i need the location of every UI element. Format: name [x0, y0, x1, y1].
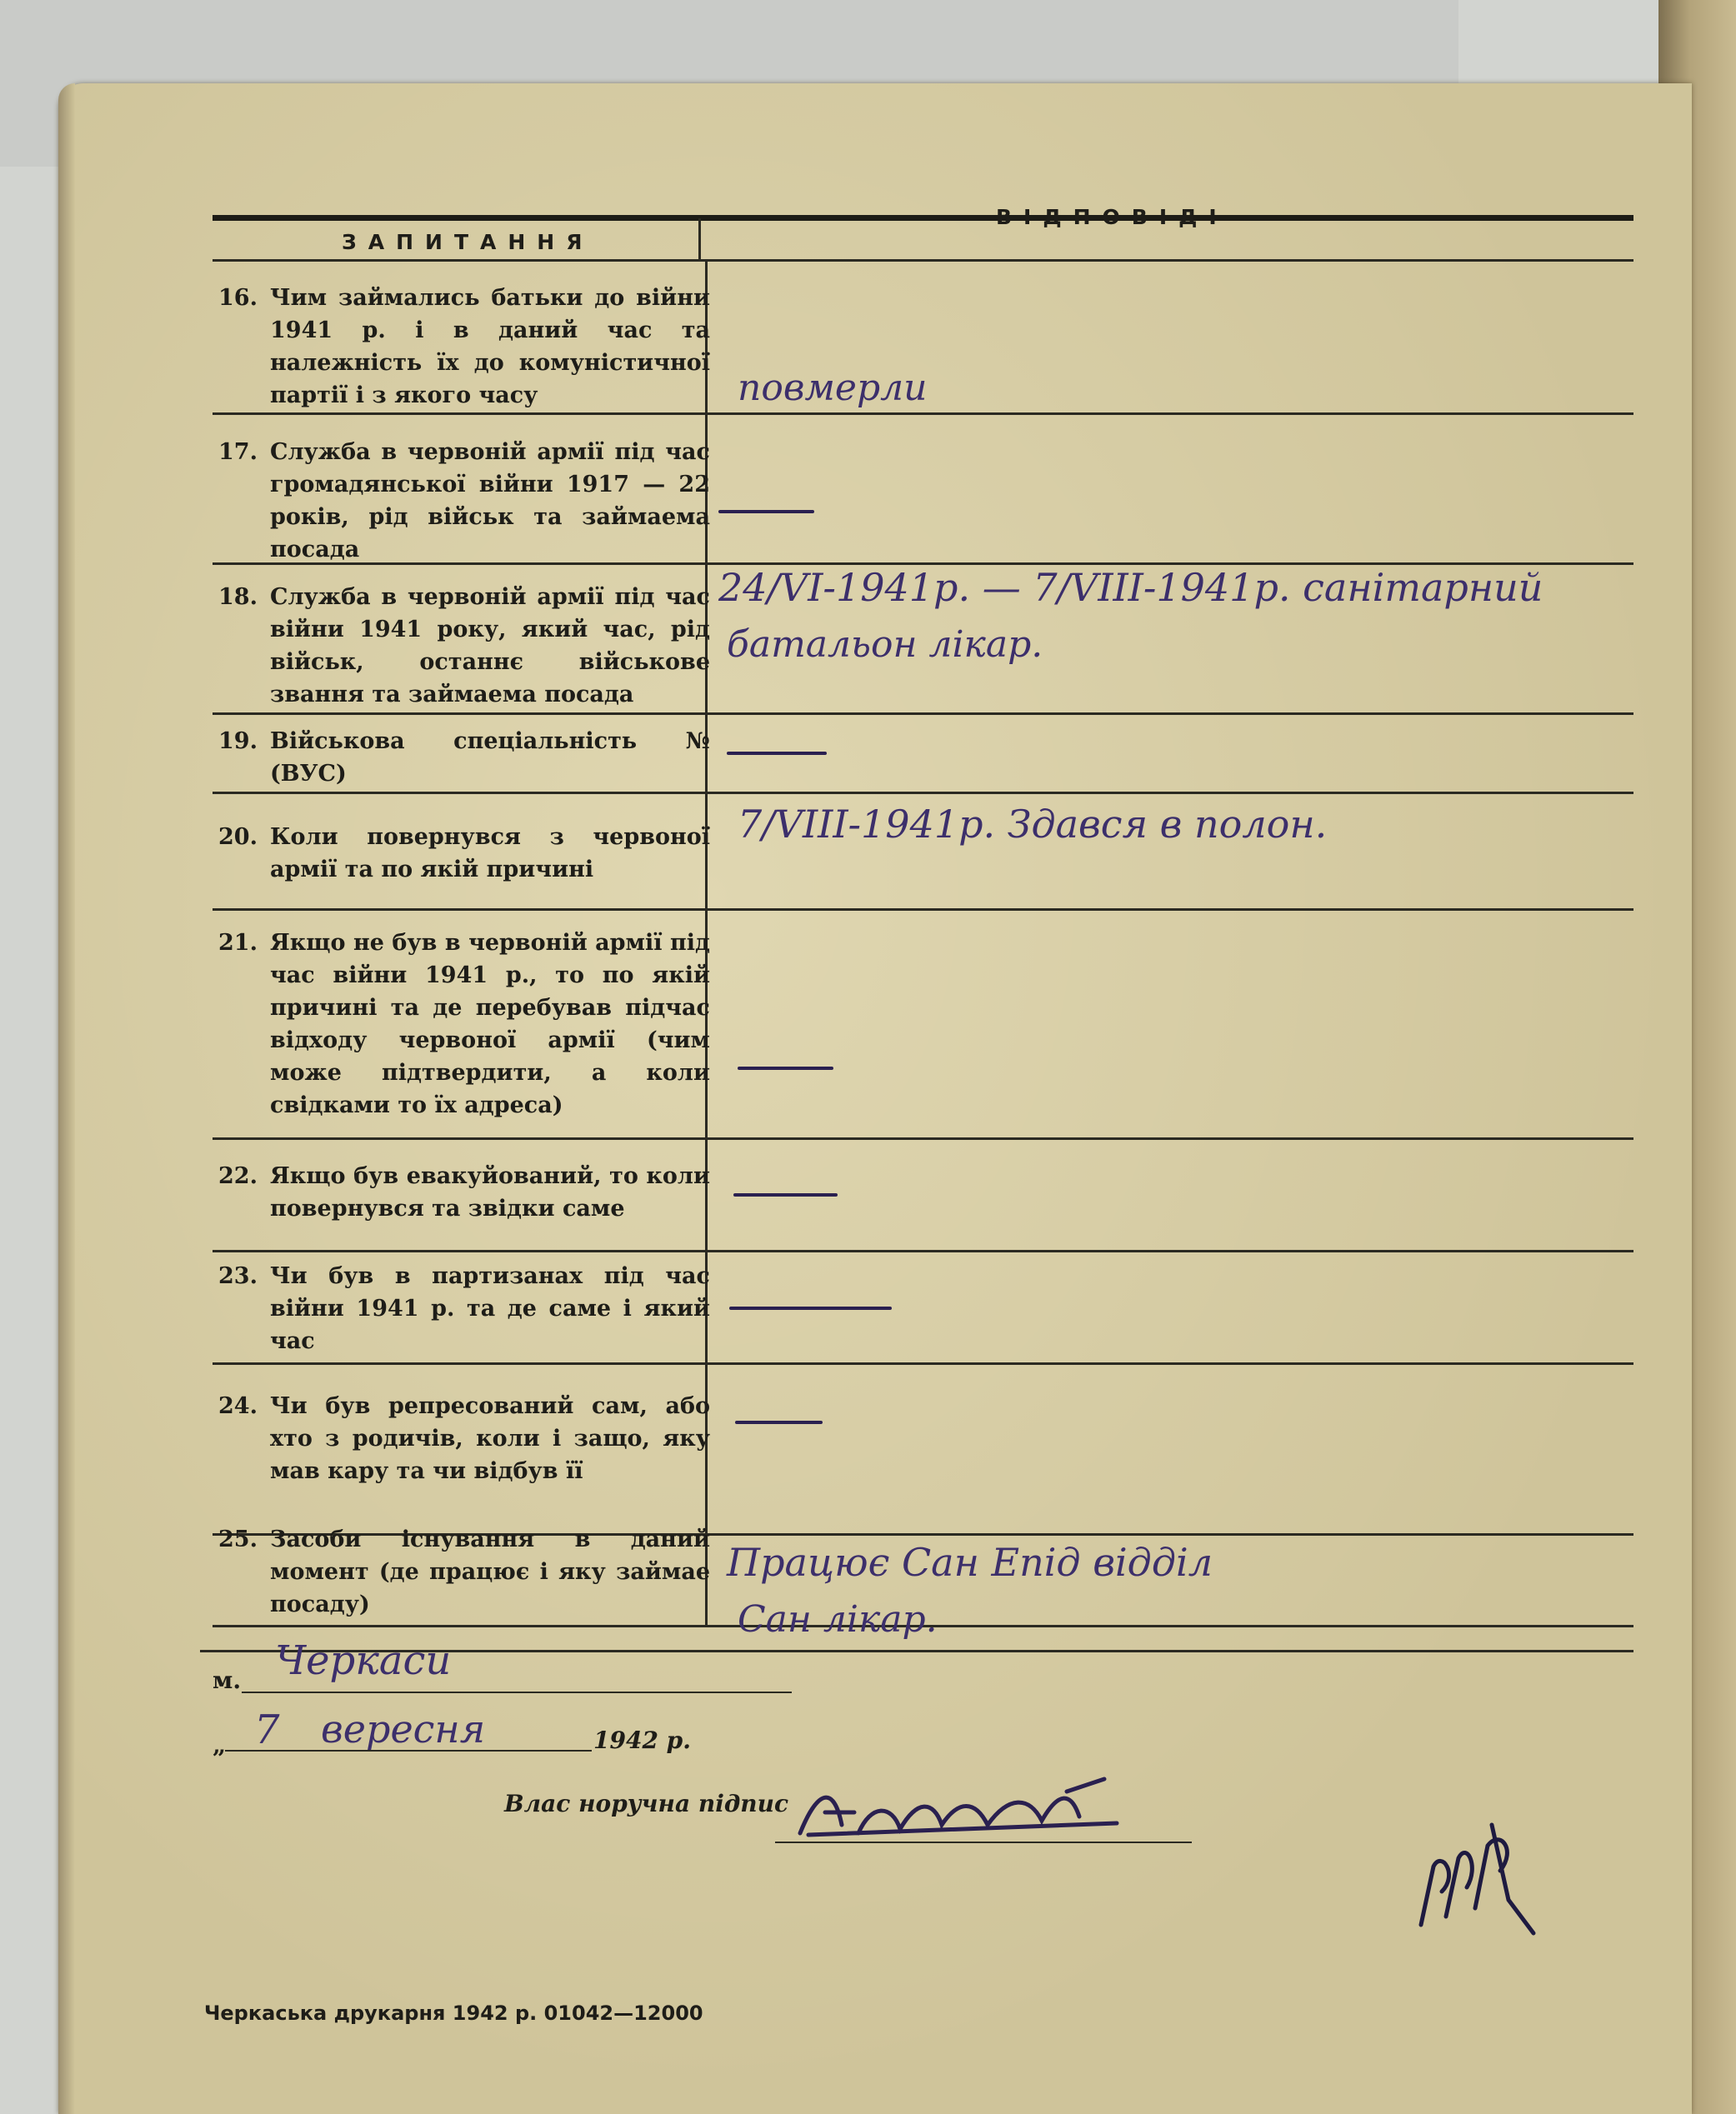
question-text: Коли повернувся з червоної армії та по якій причині: [270, 824, 710, 882]
city-label: м.: [213, 1667, 242, 1694]
question-number: 18.: [218, 584, 258, 610]
row-rule: [213, 908, 1633, 911]
question-number: 24.: [218, 1393, 258, 1419]
answer-22-dash: [733, 1193, 838, 1197]
question-number: 19.: [218, 728, 258, 754]
question-text: Чи був репресований сам, або хто з родичів, коли і защо, яку мав кару та чи відбув її: [270, 1393, 710, 1484]
question-text: Чим займались батьки до війни 1941 р. і в даний час та належність їх до комуністичної партії і з якого часу: [270, 285, 710, 408]
question-text: Служба в червоній армії під час війни 1941 року, який час, рід військ, останнє військове звання та займаема посада: [270, 584, 710, 707]
question-number: 23.: [218, 1263, 258, 1289]
answer-24-dash: [735, 1421, 823, 1424]
question-16: [218, 282, 710, 407]
date-open-quote: „: [213, 1732, 227, 1759]
header-bottom-rule: [213, 259, 1633, 262]
question-number: 22.: [218, 1163, 258, 1189]
answer-21-dash: [738, 1067, 833, 1070]
question-number: 16.: [218, 285, 258, 311]
question-text: Чи був в партизанах під час війни 1941 р. та де саме і який час: [270, 1263, 710, 1354]
questions-column-header: ЗАПИТАННЯ: [342, 230, 594, 254]
question-number: 25.: [218, 1527, 258, 1552]
row-rule: [213, 792, 1633, 794]
answer-16: повмерли: [738, 367, 928, 409]
printer-imprint: Черкаська друкарня 1942 р. 01042—12000: [204, 2002, 703, 2025]
question-number: 21.: [218, 930, 258, 956]
row-rule: [213, 412, 1633, 415]
row-rule: [213, 712, 1633, 715]
city-value: Черкаси: [275, 1637, 452, 1684]
answer-17-dash: [718, 510, 814, 513]
date-month: вересня: [321, 1707, 486, 1752]
question-text: Якщо не був в червоній армії під час війни 1941 р., то по якій причині та де перебував підчас відходу червоної армії (чим може підтвердити, а коли свідками то їх адреса): [270, 930, 710, 1118]
date-underline: [225, 1750, 592, 1752]
answer-19-dash: [727, 752, 827, 755]
question-text: Військова спеціальність № (ВУС): [270, 728, 710, 787]
question-text: Служба в червоній армії під час громадянської війни 1917 — 22 років, рід військ та займаема посада: [270, 439, 710, 562]
answer-25-line1: Працює Сан Епід відділ: [727, 1540, 1213, 1585]
question-text: Засоби існування в даний момент (де працює і яку займае посаду): [270, 1527, 710, 1617]
answer-18-line2: батальон лікар.: [727, 623, 1043, 666]
header-divider: [698, 218, 701, 260]
handwritten-initials: [1408, 1808, 1542, 1950]
row-rule: [213, 1362, 1633, 1365]
question-text: Якщо був евакуйований, то коли повернувся та звідки саме: [270, 1163, 710, 1222]
row-rule: [213, 1137, 1633, 1140]
row-rule: [213, 1250, 1633, 1252]
date-day: 7: [254, 1707, 280, 1753]
signature-label: Влас норучна підпис: [504, 1790, 789, 1817]
header-top-rule: [213, 215, 1633, 221]
question-number: 20.: [218, 824, 258, 850]
answer-25-line2: Сан лікар.: [738, 1598, 938, 1641]
answer-23-dash: [729, 1307, 892, 1310]
page-shadow-edge: [58, 83, 75, 2114]
answer-20: 7/VIII-1941р. Здався в полон.: [738, 802, 1328, 847]
city-underline: [242, 1692, 792, 1693]
handwritten-signature: [792, 1775, 1142, 1850]
answer-18-line1: 24/VI-1941р. — 7/VIII-1941р. санітарний: [718, 565, 1543, 610]
date-year: 1942 р.: [593, 1727, 692, 1754]
question-number: 17.: [218, 439, 258, 465]
answers-column-header: ВІДПОВІДІ: [996, 205, 1228, 229]
